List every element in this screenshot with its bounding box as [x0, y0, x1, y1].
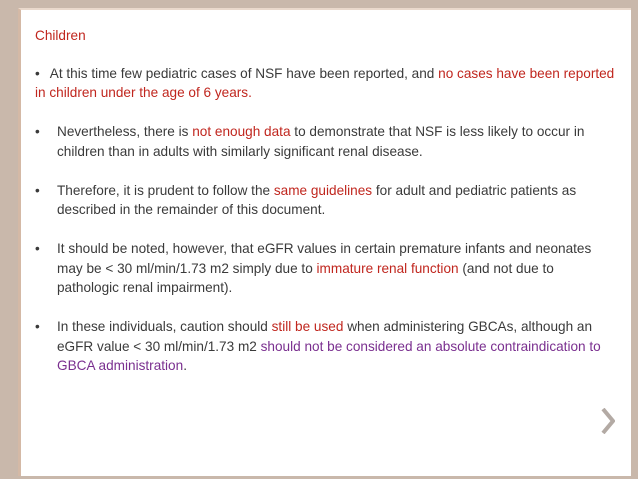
slide: [18, 8, 631, 476]
highlight-purple: should not be considered an absolute contraindication to GBCA administration: [57, 338, 601, 373]
bullet: •: [35, 65, 40, 81]
bullet-paragraph: [35, 239, 615, 298]
bullet: •: [35, 182, 40, 198]
text: .: [183, 358, 187, 373]
bullet-paragraph: [35, 64, 615, 103]
chevron-right-icon: [601, 408, 615, 434]
bullet-paragraph: [35, 181, 615, 220]
bullet-paragraph: [35, 317, 615, 376]
bullet: •: [35, 124, 40, 139]
highlight-red: same guidelines: [273, 182, 373, 198]
text: It should be noted, however, that eGFR values in certain premature infants and neonates may be < 30 ml/min/1.73 m2 simply due to: [57, 241, 592, 276]
text: In these individuals, caution should: [57, 319, 272, 334]
highlight-red: not enough data: [192, 124, 291, 139]
text: Therefore, it is prudent to follow the: [57, 182, 274, 198]
text: (and not due to pathologic renal impairment).: [57, 260, 554, 295]
highlight-red: immature renal function: [316, 260, 459, 276]
section-heading: Children: [35, 28, 86, 43]
bullet-paragraph: [35, 122, 615, 161]
bullet: •: [35, 319, 40, 334]
text: At this time few pediatric cases of NSF have been reported, and: [49, 65, 439, 81]
slide-content: [35, 26, 615, 395]
bullet: •: [35, 241, 40, 256]
text: to demonstrate that NSF is less likely to occur in children than in adults with similarly significant renal disease.: [57, 124, 585, 159]
next-slide-button[interactable]: [599, 406, 617, 436]
highlight-red: no cases have been reported in children under the age of 6 years.: [35, 65, 615, 100]
text: when administering GBCAs, although an eGFR value < 30 ml/min/1.73 m2: [57, 319, 593, 354]
text: for adult and pediatric patients as described in the remainder of this document.: [57, 182, 577, 217]
text: Nevertheless, there is: [57, 124, 193, 139]
highlight-red: still be used: [271, 319, 344, 334]
